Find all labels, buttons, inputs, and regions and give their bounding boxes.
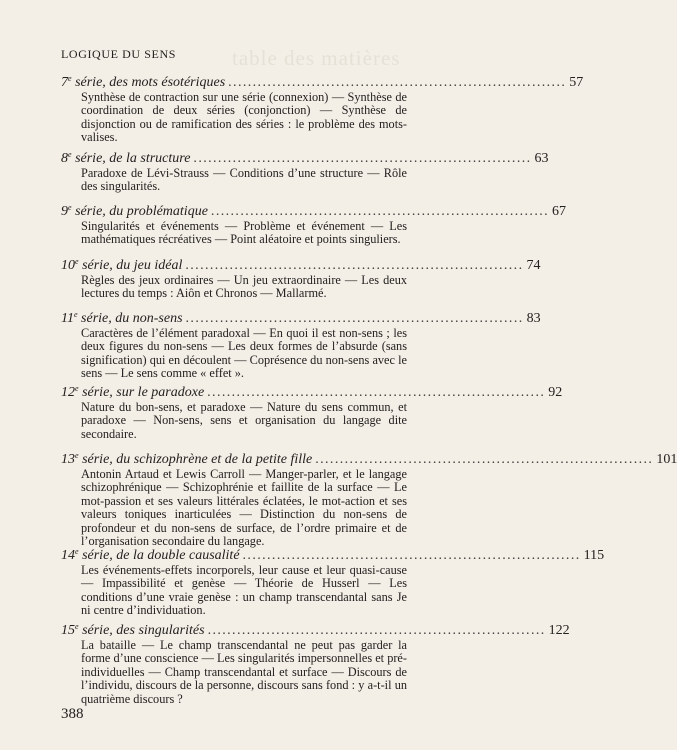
toc-title-row [61,310,541,327]
toc-page-number: 67 [552,204,567,219]
toc-description: Caractères de l’élément paradoxal — En quoi il est non-sens ; les deux figures du non-sens — Les deux formes de l’absurde (sans signification) qui en découlent — Coprésence du non-sens avec le sens — Le sens comme « effet ». [81,326,407,381]
toc-title: 10e série, du jeu idéal [61,257,183,273]
page-number: 388 [61,706,84,722]
leader-dots: ..................................................................... [315,452,654,467]
toc-page-number: 83 [526,311,541,326]
leader-dots: ..................................................................... [207,623,546,638]
leader-dots: ..................................................................... [193,151,532,166]
toc-title-row [61,384,563,401]
toc-description: Règles des jeux ordinaires — Un jeu extraordinaire — Les deux lectures du temps : Aiôn et Chronos — Mallarmé. [81,273,407,301]
toc-entry-14 [61,547,605,618]
show-through-text: table des matières [232,46,401,70]
toc-description: Antonin Artaud et Lewis Carroll — Manger-parler, et le langage schizophrénique — Schizophrénie et faillite de la surface — Le mot-passion et ses valeurs littérales éclatées, le mot-action et ses valeurs toniques inarticulées — Distinction du non-sens de profondeur et du non-sens de surface, de l’ordre primaire et de l’organisation secondaire du langage. [81,467,407,549]
toc-description: Synthèse de contraction sur une série (connexion) — Synthèse de coordination de deux séries (conjonction) — Synthèse de disjonction ou de ramification des séries : le problème des mots-valises. [81,90,407,145]
toc-entry-13 [61,451,677,549]
toc-description: Nature du bon-sens, et paradoxe — Nature du sens commun, et paradoxe — Non-sens, sens et organisation du langage dite secondaire. [81,400,407,441]
toc-title-row [61,451,677,468]
toc-title-row [61,547,605,564]
toc-description: Singularités et événements — Problème et événement — Les mathématiques récréatives — Point aléatoire et points singuliers. [81,219,407,247]
toc-description: Les événements-effets incorporels, leur cause et leur quasi-cause — Impassibilité et genèse — Théorie de Husserl — Les conditions d’une vraie genèse : un champ transcendantal sans Je ni centre d’individuation. [81,563,407,618]
leader-dots: ..................................................................... [210,204,550,219]
leader-dots: ..................................................................... [207,385,546,400]
toc-page-number: 63 [534,151,549,166]
toc-description: Paradoxe de Lévi-Strauss — Conditions d’une structure — Rôle des singularités. [81,166,407,194]
leader-dots: ..................................................................... [242,548,581,563]
toc-entry-12 [61,384,563,441]
leader-dots: ..................................................................... [185,311,524,326]
toc-title: 7e série, des mots ésotériques [61,74,226,90]
toc-title-row [61,622,570,639]
toc-page-number: 57 [569,75,584,90]
toc-page-number: 74 [526,258,541,273]
toc-entry-11 [61,310,541,381]
toc-title: 15e série, des singularités [61,622,205,638]
toc-title: 11e série, du non-sens [61,310,183,326]
toc-entry-7 [61,74,584,145]
toc-title: 12e série, sur le paradoxe [61,384,205,400]
leader-dots: ..................................................................... [185,258,524,273]
leader-dots: ..................................................................... [228,75,567,90]
toc-title-row [61,257,541,274]
toc-title: 14e série, de la double causalité [61,547,240,563]
toc-page-number: 115 [583,548,605,563]
toc-title: 9e série, du problématique [61,203,208,219]
toc-entry-10 [61,257,541,301]
toc-entry-15 [61,622,570,706]
toc-entry-9 [61,203,567,247]
toc-title-row [61,150,549,167]
toc-title-row [61,203,567,220]
toc-entry-8 [61,150,549,194]
toc-page-number: 92 [548,385,563,400]
toc-page-number: 101 [656,452,677,467]
toc-description: La bataille — Le champ transcendantal ne peut pas garder la forme d’une conscience — Les singularités impersonnelles et pré-individuelles — Champ transcendantal et surface — Discours de l’individu, discours de la personne, discours sans fond : y a-t-il un quatrième discours ? [81,638,407,706]
toc-page-number: 122 [548,623,570,638]
toc-title: 13e série, du schizophrène et de la petite fille [61,451,313,467]
toc-title: 8e série, de la structure [61,150,191,166]
running-header: LOGIQUE DU SENS [61,47,176,61]
toc-title-row [61,74,584,91]
